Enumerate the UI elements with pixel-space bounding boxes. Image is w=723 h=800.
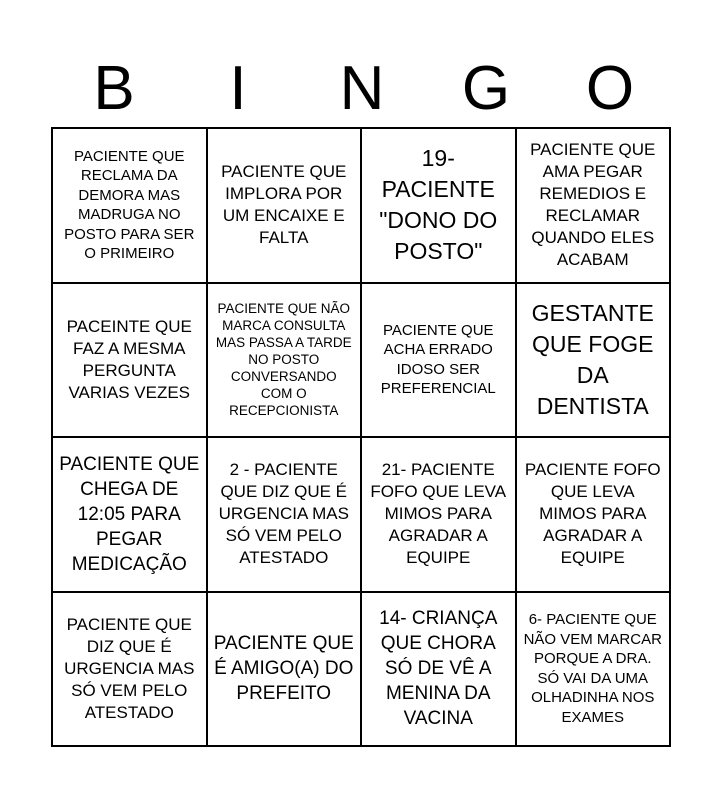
header-letter-n: N [339,54,385,123]
header-letter-i: I [229,54,247,123]
bingo-cell-7[interactable] [362,284,517,439]
cell-text: PACIENTE QUE AMA PEGAR REMEDIOS E RECLAMAR QUANDO ELES ACABAM [530,140,656,270]
bingo-cell-11[interactable] [362,438,517,593]
bingo-cell-5[interactable] [53,284,208,439]
bingo-cell-9[interactable] [53,438,208,593]
bingo-cell-4[interactable] [517,129,672,284]
cell-text: PACIENTE QUE CHEGA DE 12:05 PARA PEGAR MEDICAÇÃO [59,453,200,575]
cell-text: PACIENTE QUE IMPLORA POR UM ENCAIXE E FALTA [221,162,347,248]
bingo-cell-6[interactable] [208,284,363,439]
header-letter-b: B [93,54,135,123]
bingo-cell-3[interactable] [362,129,517,284]
bingo-cell-1[interactable] [53,129,208,284]
cell-text: GESTANTE QUE FOGE DA DENTISTA [531,299,654,419]
bingo-cell-12[interactable] [517,438,672,593]
cell-text: 21- PACIENTE FOFO QUE LEVA MIMOS PARA AGRADAR A EQUIPE [370,460,507,568]
bingo-cell-2[interactable] [208,129,363,284]
cell-text: PACIENTE QUE RECLAMA DA DEMORA MAS MADRUGA NO POSTO PARA SER O PRIMEIRO [64,147,195,263]
bingo-cell-16[interactable] [517,593,672,748]
cell-text: PACIENTE QUE ACHA ERRADO IDOSO SER PREFERENCIAL [380,321,496,398]
cell-text: 6- PACIENTE QUE NÃO VEM MARCAR PORQUE A DRA. SÓ VAI DA UMA OLHADINHA NOS EXAMES [523,611,662,726]
cell-text: 14- CRIANÇA QUE CHORA SÓ DE VÊ A MENINA DA VACINA [379,608,498,730]
cell-text: PACIENTE QUE É AMIGO(A) DO PREFEITO [213,633,354,705]
cell-text: 19- PACIENTE "DONO DO POSTO" [379,145,498,265]
cell-text: 2 - PACIENTE QUE DIZ QUE É URGENCIA MAS SÓ VEM PELO ATESTADO [218,460,349,568]
cell-text: PACIENTE FOFO QUE LEVA MIMOS PARA AGRADAR A EQUIPE [524,460,661,568]
bingo-grid [51,127,671,747]
cell-text: PACEINTE QUE FAZ A MESMA PERGUNTA VARIAS VEZES [66,316,192,402]
bingo-cell-13[interactable] [53,593,208,748]
header-letter-o: O [585,54,635,123]
cell-text: PACIENTE QUE DIZ QUE É URGENCIA MAS SÓ VEM PELO ATESTADO [64,614,195,722]
bingo-cell-8[interactable] [517,284,672,439]
bingo-header [52,52,672,126]
bingo-cell-14[interactable] [208,593,363,748]
bingo-cell-10[interactable] [208,438,363,593]
bingo-cell-15[interactable] [362,593,517,748]
cell-text: PACIENTE QUE NÃO MARCA CONSULTA MAS PASSA A TARDE NO POSTO CONVERSANDO COM O RECEPCIONISTA [215,301,352,419]
header-letter-g: G [461,54,511,123]
